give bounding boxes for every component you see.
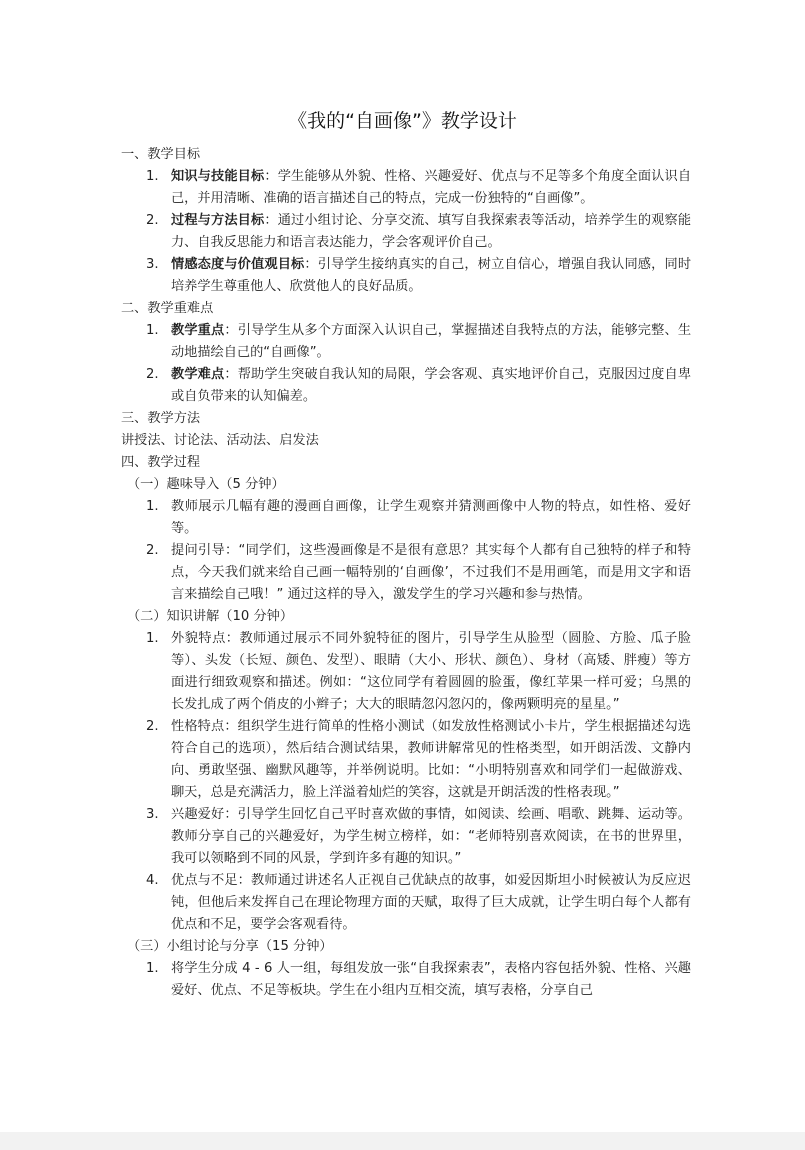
item-text: ：引导学生从多个方面深入认识自己，掌握描述自我特点的方法，能够完整、生动地描绘自己的“自画像”。	[171, 323, 692, 360]
item-text: 优点与不足：教师通过讲述名人正视自己优缺点的故事，如爱因斯坦小时候被认为反应迟钝，但他后来发挥自己在理论物理方面的天赋，取得了巨大成就，让学生明白每个人都有优点和不足，要学会客观看待。	[171, 873, 691, 932]
item-text: 外貌特点：教师通过展示不同外貌特征的图片，引导学生从脸型（圆脸、方脸、瓜子脸等）、头发（长短、颜色、发型）、眼睛（大小、形状、颜色）、身材（高矮、胖瘦）等方面进行细致观察和描述。例如：“这位同学有着圆圆的脸蛋，像红苹果一样可爱；乌黑的长发扎成了两个俏皮的小辫子；大大的眼睛忽闪忽闪的，像两颗明亮的星星。”	[171, 631, 691, 712]
list-item	[121, 210, 691, 254]
item-text: 提问引导：“同学们，这些漫画像是不是很有意思？其实每个人都有自己独特的样子和特点，今天我们就来给自己画一幅特别的‘自画像’，不过我们不是用画笔，而是用文字和语言来描绘自己哦！” 通过这样的导入，激发学生的学习兴趣和参与热情。	[171, 543, 691, 602]
item-number: 2.	[146, 719, 159, 734]
document-body	[121, 144, 691, 1002]
list-item	[121, 540, 691, 606]
item-number: 2.	[146, 367, 159, 382]
item-number: 1.	[146, 631, 159, 646]
item-label: 过程与方法目标	[171, 213, 265, 228]
item-number: 3.	[146, 807, 159, 822]
section-heading-objectives: 一、教学目标	[121, 147, 201, 162]
document-title: 《我的“自画像”》教学设计	[288, 110, 517, 132]
item-number: 1.	[146, 169, 159, 184]
section-heading-methods: 三、教学方法	[121, 411, 201, 426]
list-item	[121, 628, 691, 716]
item-number: 2.	[146, 213, 159, 228]
item-number: 2.	[146, 543, 159, 558]
list-item	[121, 716, 691, 804]
subsection-heading-intro: （一）趣味导入（5 分钟）	[127, 477, 285, 492]
item-label: 知识与技能目标	[171, 169, 265, 184]
item-text: ：学生能够从外貌、性格、兴趣爱好、优点与不足等多个角度全面认识自己，并用清晰、准确的语言描述自己的特点，完成一份独特的“自画像”。	[171, 169, 692, 206]
item-text: 兴趣爱好：引导学生回忆自己平时喜欢做的事情，如阅读、绘画、唱歌、跳舞、运动等。教师分享自己的兴趣爱好，为学生树立榜样，如：“老师特别喜欢阅读，在书的世界里，我可以领略到不同的风景，学到许多有趣的知识。”	[171, 807, 691, 866]
item-label: 教学重点	[171, 323, 225, 338]
list-item	[121, 364, 691, 408]
list-item	[121, 870, 691, 936]
item-text: ：帮助学生突破自我认知的局限，学会客观、真实地评价自己，克服因过度自卑或自负带来的认知偏差。	[171, 367, 692, 404]
item-number: 1.	[146, 961, 159, 976]
item-label: 教学难点	[171, 367, 225, 382]
list-item	[121, 254, 691, 298]
section-heading-process: 四、教学过程	[121, 455, 201, 470]
item-text: 将学生分成 4 - 6 人一组，每组发放一张“自我探索表”，表格内容包括外貌、性格、兴趣爱好、优点、不足等板块。学生在小组内互相交流，填写表格，分享自己	[171, 961, 691, 998]
list-item	[121, 804, 691, 870]
item-text: 教师展示几幅有趣的漫画自画像，让学生观察并猜测画像中人物的特点，如性格、爱好等。	[171, 499, 691, 536]
methods-text: 讲授法、讨论法、活动法、启发法	[121, 433, 319, 448]
list-item	[121, 320, 691, 364]
item-number: 3.	[146, 257, 159, 272]
item-number: 4.	[146, 873, 159, 888]
item-number: 1.	[146, 499, 159, 514]
item-text: ：通过小组讨论、分享交流、填写自我探索表等活动，培养学生的观察能力、自我反思能力和语言表达能力，学会客观评价自己。	[171, 213, 692, 250]
subsection-heading-lecture: （二）知识讲解（10 分钟）	[127, 609, 294, 624]
item-text: ：引导学生接纳真实的自己，树立自信心，增强自我认同感，同时培养学生尊重他人、欣赏他人的良好品质。	[171, 257, 692, 294]
list-item	[121, 958, 691, 1002]
list-item	[121, 166, 691, 210]
list-item	[121, 496, 691, 540]
item-number: 1.	[146, 323, 159, 338]
item-text: 性格特点：组织学生进行简单的性格小测试（如发放性格测试小卡片，学生根据描述勾选符合自己的选项），然后结合测试结果，教师讲解常见的性格类型，如开朗活泼、文静内向、勇敢坚强、幽默风趣等，并举例说明。比如：“小明特别喜欢和同学们一起做游戏、聊天，总是充满活力，脸上洋溢着灿烂的笑容，这就是开朗活泼的性格表现。”	[171, 719, 691, 800]
item-label: 情感态度与价值观目标	[171, 257, 305, 272]
section-heading-key-points: 二、教学重难点	[121, 301, 214, 316]
subsection-heading-discussion: （三）小组讨论与分享（15 分钟）	[127, 939, 333, 954]
